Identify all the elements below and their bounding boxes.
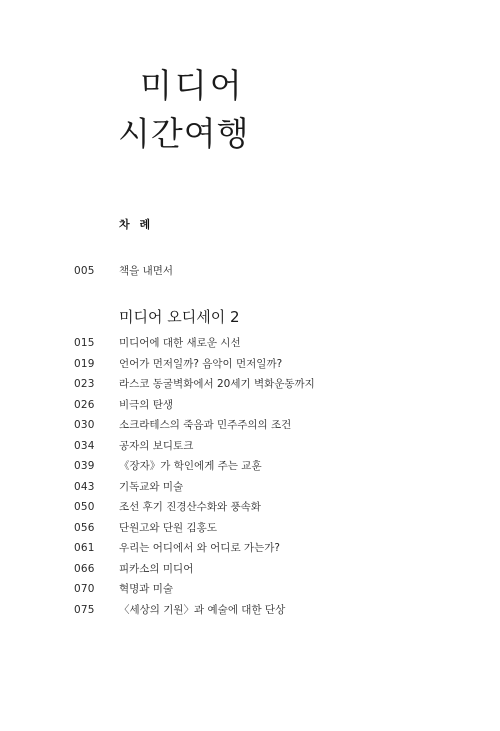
toc-entry[interactable]: [0, 417, 500, 433]
toc-page-number: 023: [74, 378, 95, 390]
toc-entry-preface[interactable]: [0, 263, 500, 279]
toc-entry-title: 공자의 보디토크: [119, 439, 194, 452]
toc-entry[interactable]: [0, 479, 500, 495]
toc-entry[interactable]: [0, 520, 500, 536]
toc-entry-title: 조선 후기 진경산수화와 풍속화: [119, 501, 261, 513]
toc-entry-title: 책을 내면서: [119, 265, 174, 277]
toc-page-number: 039: [74, 460, 95, 472]
toc-entry-title: 기독교와 미술: [119, 480, 184, 493]
toc-entry-title: 단원고와 단원 김홍도: [119, 521, 217, 534]
toc-entry[interactable]: [0, 335, 500, 351]
toc-page-number: 005: [74, 265, 95, 277]
toc-entry-title: 미디어에 대한 새로운 시선: [119, 337, 241, 349]
toc-entry-title: 〈세상의 기원〉과 예술에 대한 단상: [119, 603, 286, 616]
toc-entry-title: 혁명과 미술: [119, 583, 174, 595]
toc-entry[interactable]: [0, 540, 500, 556]
toc-entry[interactable]: [0, 438, 500, 454]
book-title-line-2: 시간여행: [118, 114, 250, 153]
toc-page-number: 075: [74, 603, 95, 616]
toc-page-number: 026: [74, 398, 95, 411]
toc-page-number: 061: [74, 542, 95, 554]
book-title-line-1: 미디어: [140, 66, 245, 105]
toc-page-number: 019: [74, 357, 95, 370]
toc-entry-title: 언어가 먼저일까? 음악이 먼저일까?: [119, 357, 283, 370]
toc-entry-title: 라스코 동굴벽화에서 20세기 벽화운동까지: [119, 378, 315, 390]
toc-entry[interactable]: [0, 561, 500, 577]
toc-entry[interactable]: [0, 356, 500, 372]
part-title: 미디어 오디세이 2: [119, 308, 240, 326]
toc-entry[interactable]: [0, 581, 500, 597]
toc-heading: 차 례: [119, 218, 154, 231]
toc-entry-title: 피카소의 미디어: [119, 562, 194, 575]
toc-page-number: 030: [74, 419, 95, 431]
toc-page-number: 015: [74, 337, 95, 349]
toc-entry[interactable]: [0, 499, 500, 515]
toc-entry-title: 소크라테스의 죽음과 민주주의의 조건: [119, 419, 292, 431]
toc-page-number: 070: [74, 583, 95, 595]
toc-page-number: 043: [74, 480, 95, 493]
toc-page-number: 056: [74, 521, 95, 534]
toc-entry[interactable]: [0, 397, 500, 413]
toc-entry[interactable]: [0, 458, 500, 474]
toc-entry[interactable]: [0, 602, 500, 618]
toc-entry-title: 《장자》가 학인에게 주는 교훈: [119, 460, 262, 472]
toc-page-number: 034: [74, 439, 95, 452]
toc-entry[interactable]: [0, 376, 500, 392]
toc-entry-title: 우리는 어디에서 와 어디로 가는가?: [119, 542, 280, 554]
toc-entry-title: 비극의 탄생: [119, 398, 174, 411]
toc-page-number: 066: [74, 562, 95, 575]
toc-page-number: 050: [74, 501, 95, 513]
